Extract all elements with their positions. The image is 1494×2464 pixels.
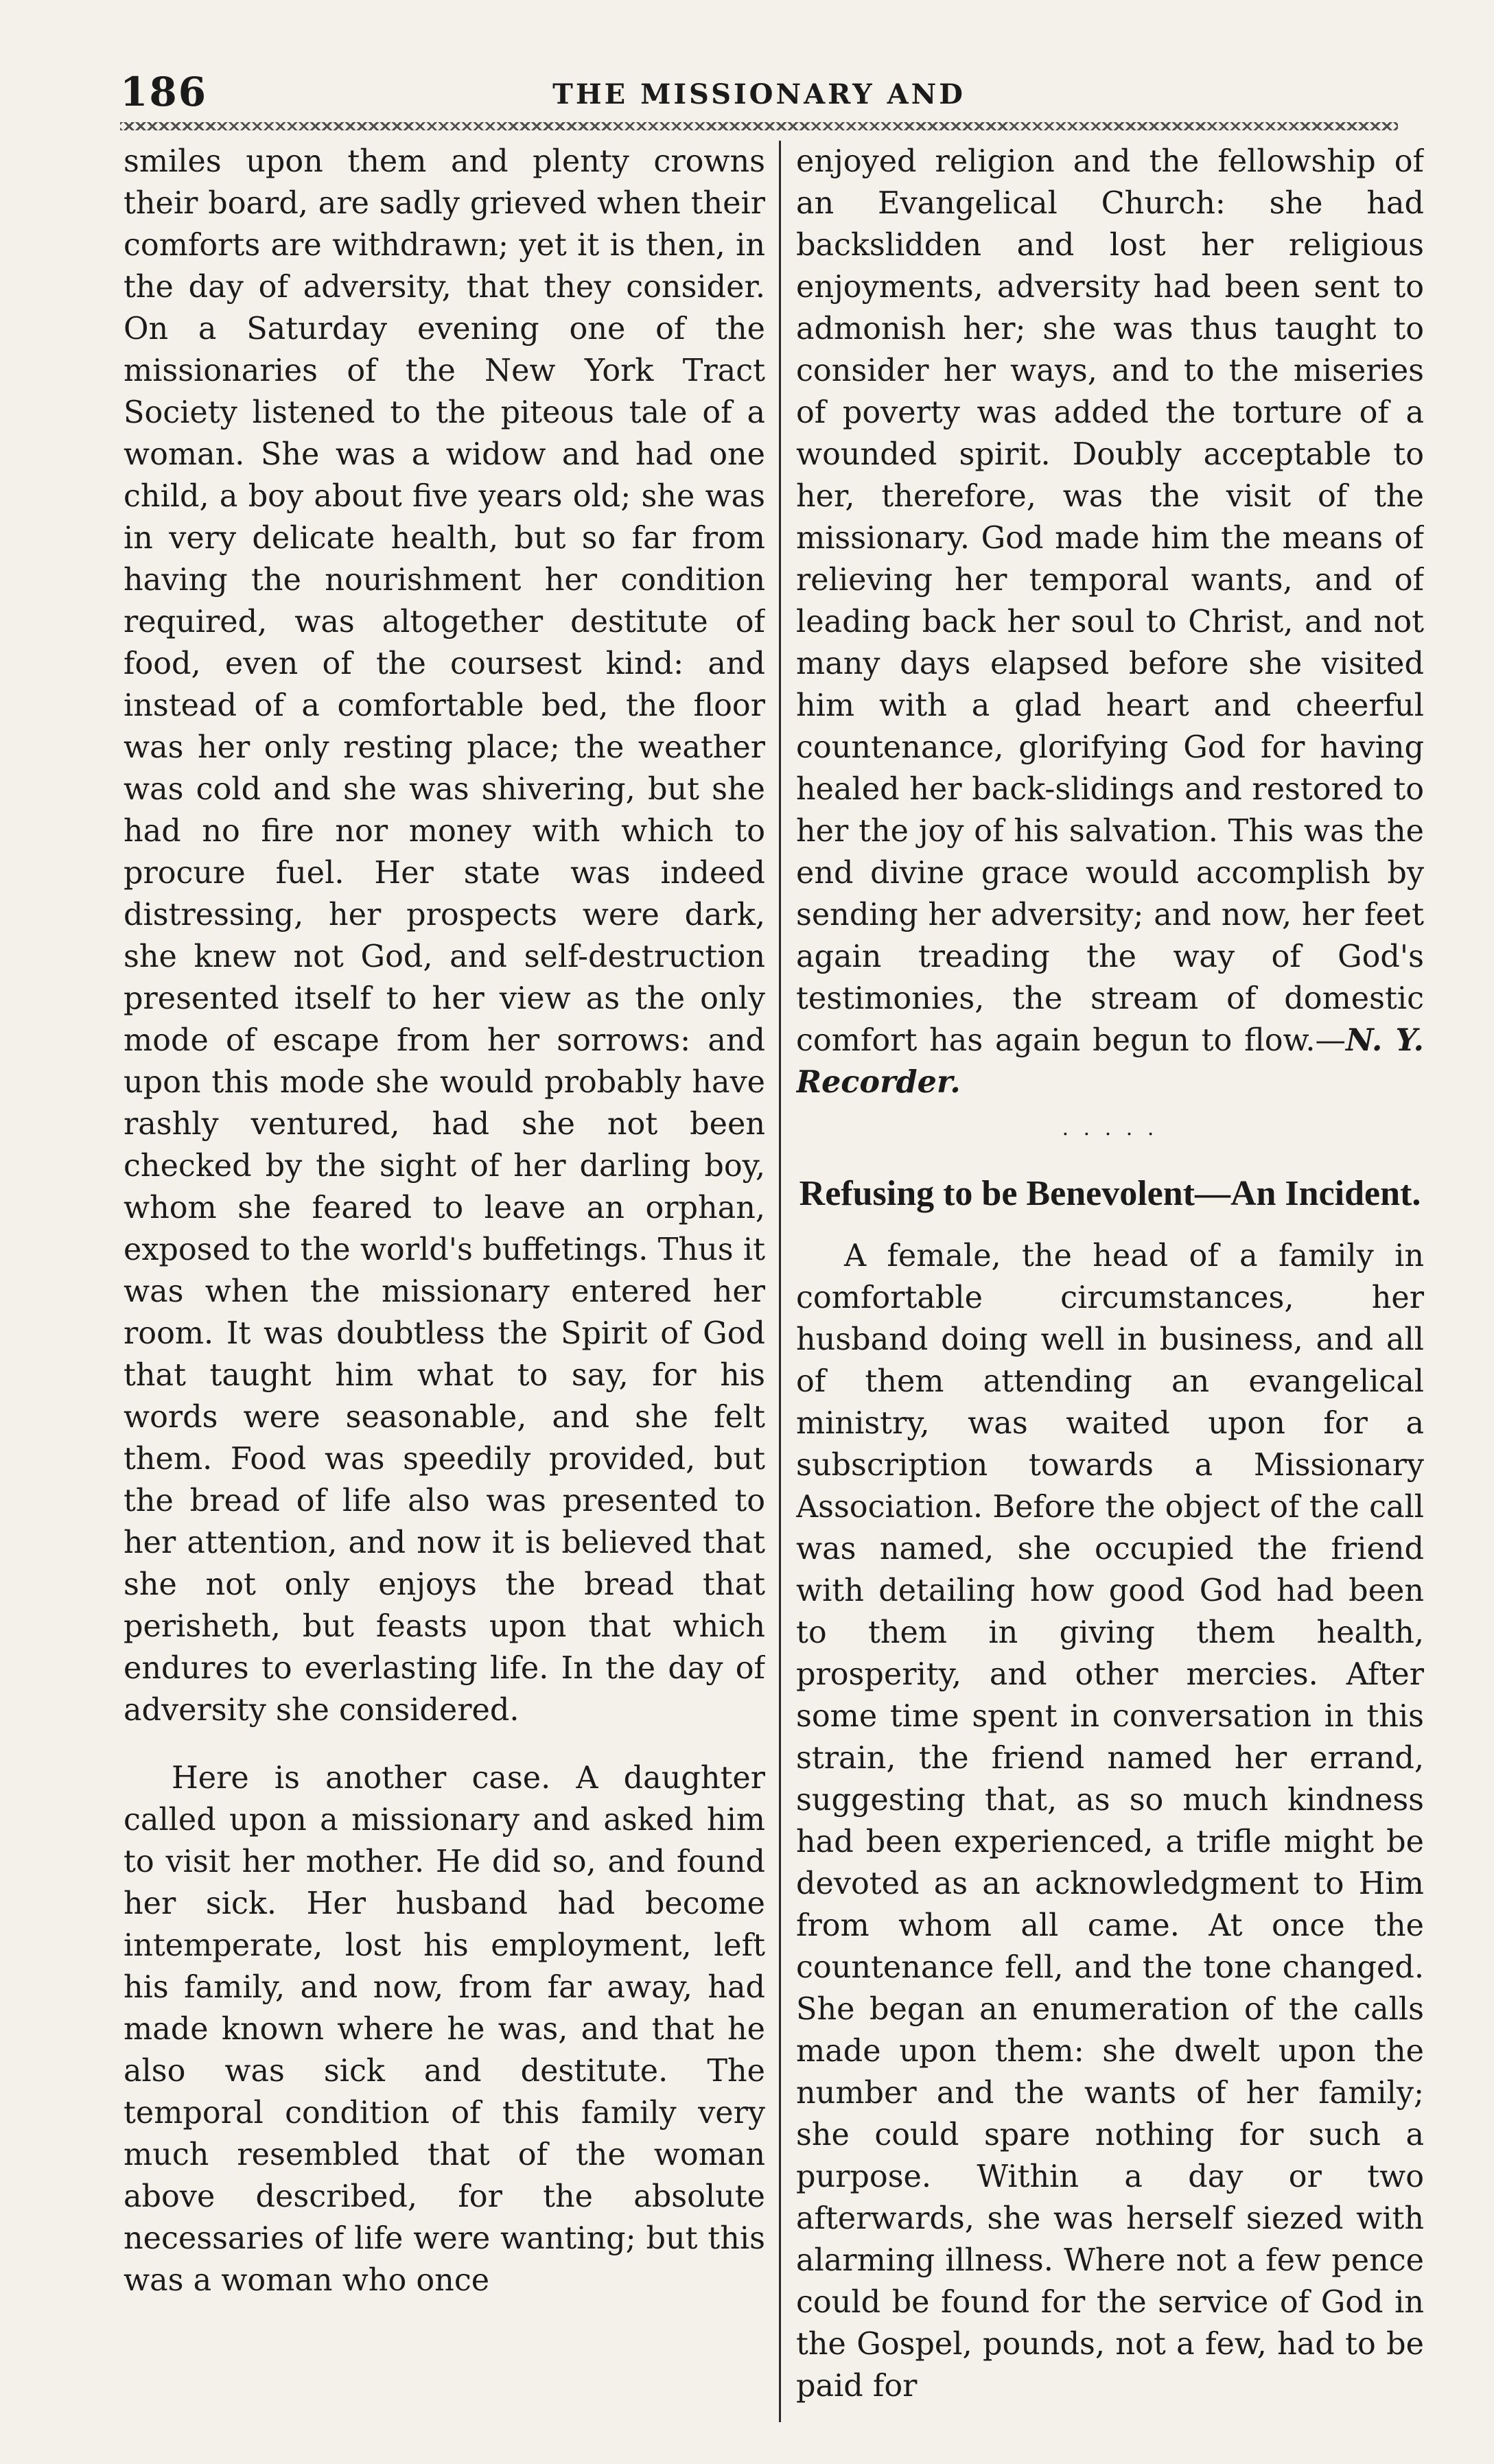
- right-paragraph-2: A female, the head of a family in comfortable circumstances, her husband doing well in business, and all of them attending an evangelical ministry, was waited upon for a subscription towards a Missionary Association. Before the object of the call was named, she occupied the friend with detailing how good God had been to them in giving them health, prosperity, and other mercies. After some time spent in conversation in this strain, the friend named her errand, suggesting that, as so much kindness had been experienced, a trifle might be devoted as an acknowledgment to Him from whom all came. At once the countenance fell, and the tone changed. She began an enumeration of the calls made upon them: she dwelt upon the number and the wants of her family; she could spare nothing for such a purpose. Within a day or two afterwards, she was herself siezed with alarming illness. Where not a few pence could be found for the service of God in the Gospel, pounds, not a few, had to be paid for: [796, 1239, 1424, 2404]
- column-divider: [779, 141, 781, 2422]
- right-column: [796, 141, 1424, 2432]
- right-paragraph-1: [796, 141, 1424, 1103]
- page-header: [120, 69, 1398, 130]
- article-title: Refusing to be Benevolent—An Incident.: [799, 1174, 1421, 1213]
- section-separator: · · · · ·: [1062, 1123, 1158, 1147]
- right-paragraph-1-text: enjoyed religion and the fellowship of an Evangelical Church: she had backslidden and lost her religious enjoyments, adversity had been sent to admonish her; she was thus taught to consider her ways, and to the miseries of poverty was added the torture of a wounded spirit. Doubly acceptable to her, therefore, was the visit of the missionary. God made him the means of relieving her temporal wants, and of leading back her soul to Christ, and not many days elapsed before she visited him with a glad heart and cheerful countenance, glorifying God for having healed her back-slidings and restored to her the joy of his salvation. This was the end divine grace would accomplish by sending her adversity; and now, her feet again treading the way of God's testimonies, the stream of domestic comfort has again begun to flow.—: [796, 144, 1424, 1058]
- running-title: THE MISSIONARY AND: [552, 78, 966, 110]
- left-paragraph-1: smiles upon them and plenty crowns their board, are sadly grieved when their comforts are withdrawn; yet it is then, in the day of adversity, that they consider. On a Saturday evening one of the missionaries of the New York Tract Society listened to the piteous tale of a woman. She was a widow and had one child, a boy about five years old; she was in very delicate health, but so far from having the nourishment her condition required, was altogether destitute of food, even of the coursest kind: and instead of a comfortable bed, the floor was her only resting place; the weather was cold and she was shivering, but she had no fire nor money with which to procure fuel. Her state was indeed distressing, her prospects were dark, she knew not God, and self-destruction presented itself to her view as the only mode of escape from her sorrows: and upon this mode she would probably have rashly ventured, had she not been checked by the sight of her darling boy, whom she feared to leave an orphan, exposed to the world's buffetings. Thus it was when the missionary entered her room. It was doubtless the Spirit of God that taught him what to say, for his words were seasonable, and she felt them. Food was speedily provided, but the bread of life also was presented to her attention, and now it is believed that she not only enjoys the bread that perisheth, but feasts upon that which endures to everlasting life. In the day of adversity she considered.: [124, 144, 765, 1728]
- source-citation: N. Y. Recorder.: [796, 1022, 1424, 1100]
- header-rule: [120, 122, 1398, 130]
- left-column: [124, 141, 765, 2432]
- page-number: 186: [120, 69, 208, 115]
- left-paragraph-2: Here is another case. A daughter called upon a missionary and asked him to visit her mother. He did so, and found her sick. Her husband had become intemperate, lost his employment, left his family, and now, from far away, had made known where he was, and that he also was sick and destitute. The temporal condition of this family very much resembled that of the woman above described, for the absolute necessaries of life were wanting; but this was a woman who once: [124, 1761, 765, 2298]
